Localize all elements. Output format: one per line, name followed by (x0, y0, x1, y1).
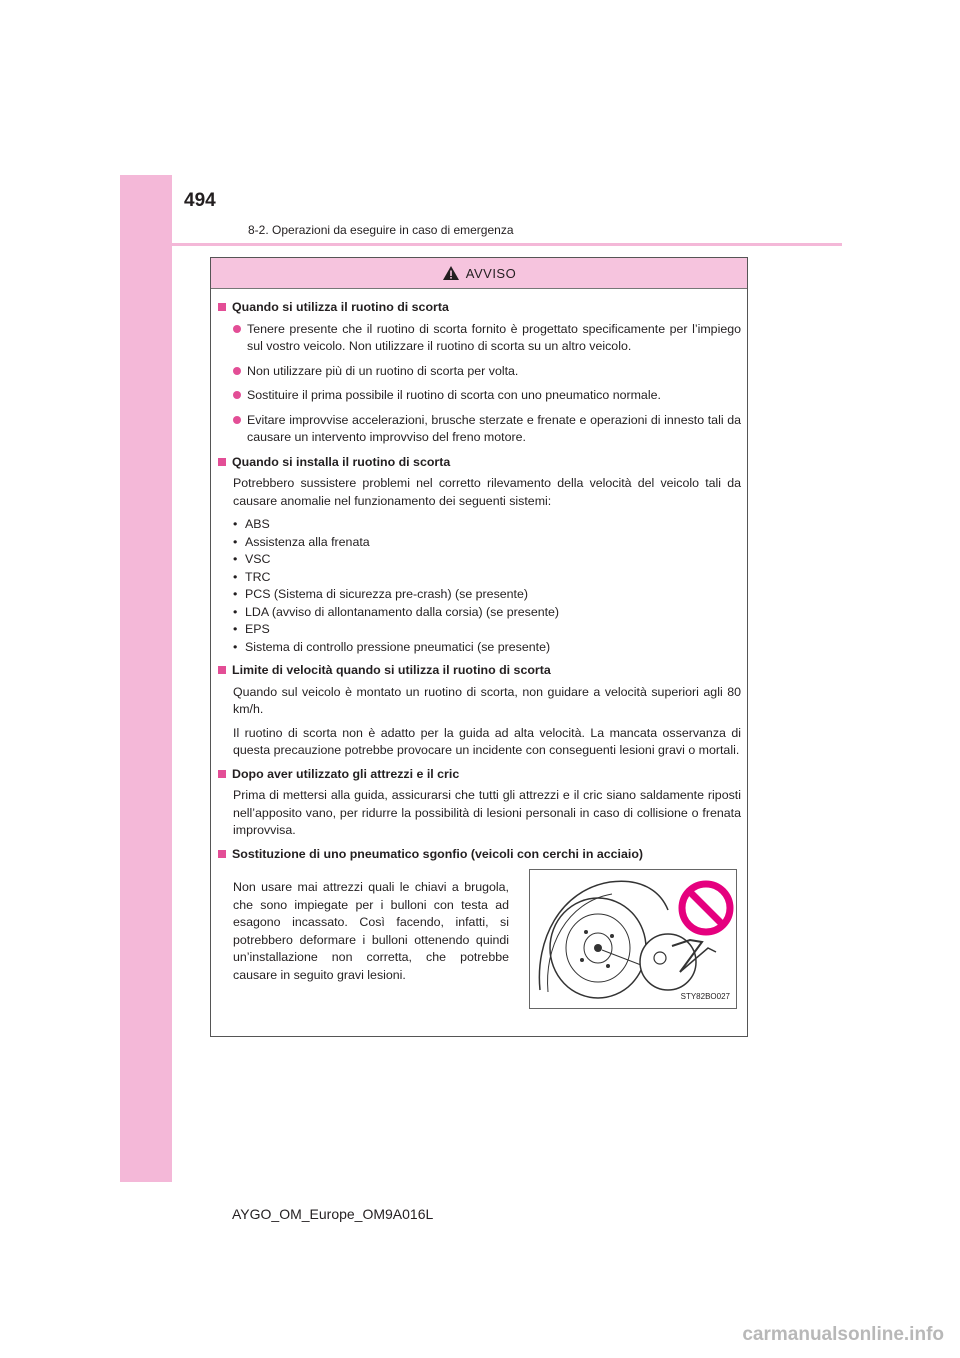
square-bullet-icon (218, 458, 226, 466)
system-list-item: • LDA (avviso di allontanamento dalla corsia) (se presente) (233, 604, 560, 619)
system-list-item: • EPS (233, 622, 270, 636)
system-list-item: • Assistenza alla frenata (233, 534, 370, 549)
circle-bullet-icon (233, 391, 241, 399)
list-item: Tenere presente che il ruotino di scorta fornito è progettato specificamente per l’impiego sul vostro veicolo. Non utilizzare il ruotino di scorta su un altro veicolo. (233, 321, 741, 356)
wheel-illustration (529, 869, 737, 1009)
system-list-item: • PCS (Sistema di sicurezza pre-crash) (se presente) (233, 587, 529, 601)
circle-bullet-icon (233, 416, 241, 424)
warning-body (211, 289, 747, 1009)
list-item: Non utilizzare più di un ruotino di scorta per volta. (233, 363, 741, 381)
section-title: 8-2. Operazioni da eseguire in caso di emergenza (248, 223, 514, 237)
square-bullet-icon (218, 303, 226, 311)
system-list-item: • Sistema di controllo pressione pneumatici (se presente) (233, 639, 551, 654)
list-item: Evitare improvvise accelerazioni, brusche sterzate e frenate e operazioni di innesto tali da causare un intervento improvviso del freno motore. (233, 412, 741, 447)
section-heading: Quando si installa il ruotino di scorta (217, 454, 741, 472)
circle-bullet-icon (233, 325, 241, 333)
system-list-item: • ABS (233, 517, 270, 531)
side-color-strip (120, 175, 172, 1182)
section-heading: Limite di velocità quando si utilizza il ruotino di scorta (217, 662, 741, 680)
section-heading: Sostituzione di uno pneumatico sgonfio (veicoli con cerchi in acciaio) (217, 846, 741, 864)
figure-code: STY82BO027 (680, 991, 730, 1001)
paragraph: Quando sul veicolo è montato un ruotino di scorta, non guidare a velocità superiori agli 80 km/h. (233, 684, 741, 716)
list-item: Sostituire il prima possibile il ruotino di scorta con uno pneumatico normale. (233, 387, 741, 405)
page-number: 494 (184, 190, 216, 211)
paragraph: Non usare mai attrezzi quali le chiavi a brugola, che sono impiegate per i bulloni con testa ad esagono incassato. Così facendo, infatti, si potrebbero deformare i bulloni ottenendo quindi un’installazione non corretta, che potrebbe causare in seguito gravi lesioni. (233, 880, 509, 982)
square-bullet-icon (218, 770, 226, 778)
document-code: AYGO_OM_Europe_OM9A016L (232, 1206, 434, 1222)
paragraph: Il ruotino di scorta non è adatto per la guida ad alta velocità. La mancata osservanza di questa precauzione potrebbe provocare un incidente con conseguenti lesioni gravi o mortali. (233, 725, 741, 757)
warning-box (210, 257, 748, 1037)
warning-triangle-icon (442, 265, 460, 281)
circle-bullet-icon (233, 367, 241, 375)
warning-title: AVVISO (465, 265, 517, 281)
square-bullet-icon (218, 666, 226, 674)
watermark: carmanualsonline.info (742, 1324, 944, 1345)
section-heading: Quando si utilizza il ruotino di scorta (217, 299, 741, 317)
system-list-item: • TRC (233, 569, 271, 584)
square-bullet-icon (218, 850, 226, 858)
header-rule (172, 243, 842, 246)
warning-header (211, 258, 747, 289)
paragraph: Prima di mettersi alla guida, assicurarsi che tutti gli attrezzi e il cric siano saldamente riposti nell’apposito vano, per ridurre la possibilità di lesioni personali in caso di collisione o frenata improvvisa. (233, 788, 741, 837)
text-with-figure (233, 869, 741, 1009)
paragraph: Potrebbero sussistere problemi nel corretto rilevamento della velocità del veicolo tali da causare anomalie nel funzionamento dei seguenti sistemi: (233, 476, 741, 508)
section-heading: Dopo aver utilizzato gli attrezzi e il cric (217, 766, 741, 784)
system-list-item: • VSC (233, 552, 271, 566)
